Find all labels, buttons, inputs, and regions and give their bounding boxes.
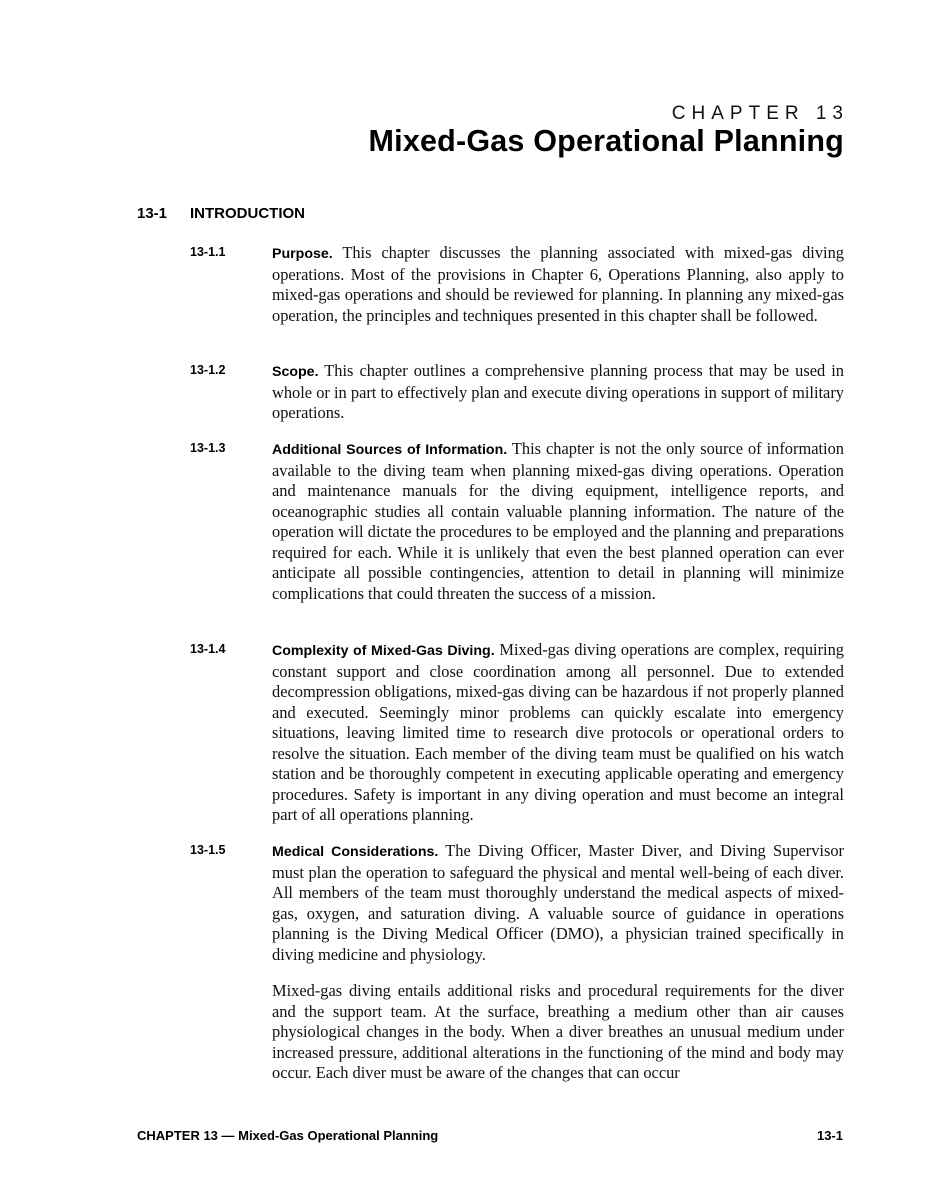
paragraph-text: Mixed-gas diving operations are complex, requiring constant support and close coordination among all personnel. Due to extended decompression obligations, mixed-gas diving can be hazardous if not properly planned and executed. Seemingly minor problems can quickly escalate into emergency situations, leaving limited time to research dive protocols or operational orders to resolve the situation. Each member of the diving team must be qualified on his watch station and be thoroughly competent in executing applicable operating and emergency procedures. Safety is important in any diving operation and must become an integral part of all operations planning.	[272, 640, 844, 824]
footer-page-number: 13-1	[816, 1128, 843, 1143]
chapter-label: CHAPTER 13	[671, 103, 849, 124]
paragraph-title: Purpose.	[272, 246, 333, 262]
paragraph-text: Mixed-gas diving entails additional risks and procedural requirements for the diver and the support team. At the surface, breathing a medium other than air causes physiological changes in the body. When a diver breathes an unusual medium under increased pressure, additional alterations in the functioning of the mind and body may occur. Each diver must be aware of the changes that can occur	[272, 981, 844, 1082]
paragraph-number: 13-1.3	[190, 441, 226, 455]
paragraph-number: 13-1.5	[190, 843, 226, 857]
paragraph-number: 13-1.1	[190, 245, 226, 259]
chapter-title: Mixed-Gas Operational Planning	[368, 124, 844, 158]
section-heading	[137, 205, 305, 222]
section-number: 13-1	[137, 205, 168, 222]
section-title: INTRODUCTION	[190, 205, 305, 222]
footer-chapter-title: CHAPTER 13 — Mixed-Gas Operational Planning	[137, 1128, 439, 1143]
paragraph-medical-considerations	[190, 841, 844, 965]
paragraph-title: Medical Considerations.	[272, 844, 439, 860]
paragraph-text: This chapter discusses the planning associated with mixed-gas diving operations. Most of the provisions in Chapter 6, Operations Planning, also apply to mixed-gas operations and should be reviewed for planning. In planning any mixed-gas operation, the principles and techniques presented in this chapter shall be followed.	[272, 243, 844, 325]
paragraph-text: This chapter is not the only source of information available to the diving team when planning mixed-gas diving operations. Operation and maintenance manuals for the diving equipment, intelligence reports, and oceanographic studies all contain valuable planning information. The nature of the operation will dictate the procedures to be employed and the planning and preparations required for each. While it is unlikely that even the best planned operation can ever anticipate all possible contingencies, attention to detail in planning will minimize complications that could threaten the success of a mission.	[272, 439, 844, 603]
paragraph-title: Scope.	[272, 364, 319, 380]
paragraph-number: 13-1.4	[190, 642, 226, 656]
paragraph-complexity	[190, 640, 844, 826]
paragraph-purpose	[190, 243, 844, 326]
paragraph-title: Additional Sources of Information.	[272, 442, 508, 458]
paragraph-number: 13-1.2	[190, 363, 226, 377]
paragraph-scope	[190, 361, 844, 424]
paragraph-text: This chapter outlines a comprehensive planning process that may be used in whole or in part to effectively plan and execute diving operations in support of military operations.	[272, 361, 844, 422]
paragraph-text: The Diving Officer, Master Diver, and Diving Supervisor must plan the operation to safeguard the physical and mental well-being of each diver. All members of the team must thoroughly understand the medical aspects of mixed-gas, oxygen, and saturation diving. A valuable source of guidance in operations planning is the Diving Medical Officer (DMO), a physician trained specifically in diving medicine and physiology.	[272, 841, 844, 964]
paragraph-title: Complexity of Mixed-Gas Diving.	[272, 643, 495, 659]
paragraph-additional-sources	[190, 439, 844, 604]
paragraph-mixed-gas-risks	[190, 981, 844, 1084]
